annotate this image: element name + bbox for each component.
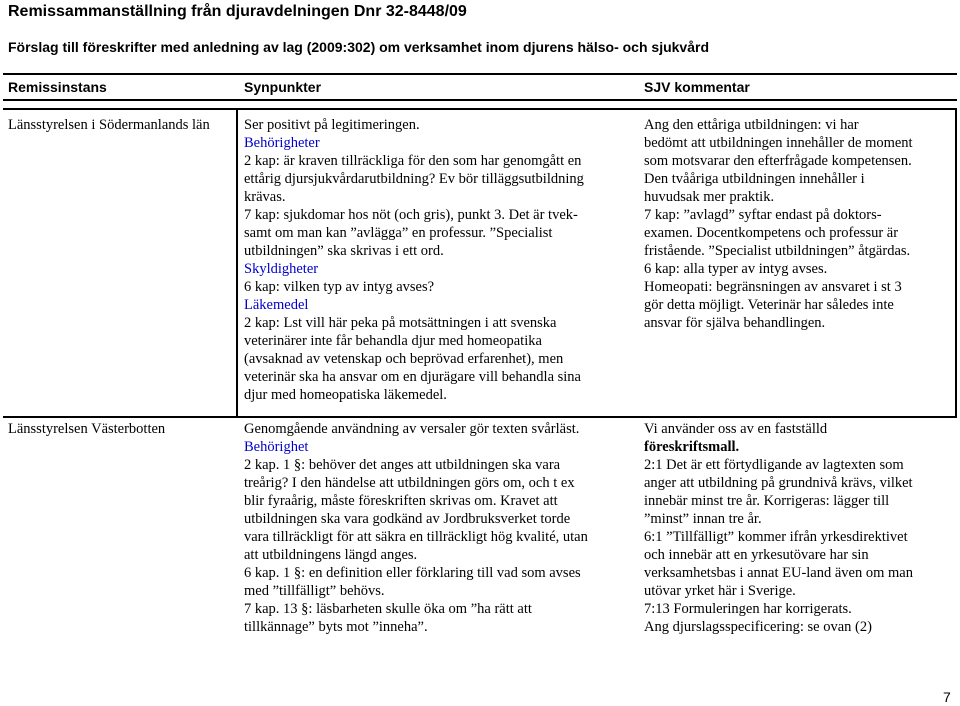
text-line: innebär minst tre år. Korrigeras: lägger till — [644, 493, 890, 509]
text-line: ansvar för själva behandlingen. — [644, 315, 826, 331]
text-line: fristående. ”Specialist utbildningen” åtgärdas. — [644, 243, 911, 259]
text-line: veterinärer inte får behandla djur med homeopatika — [244, 333, 542, 349]
column-header-remissinstans: Remissinstans — [8, 79, 107, 95]
text-line: 6 kap: alla typer av intyg avses. — [644, 261, 828, 277]
row-separator — [3, 416, 957, 418]
text-line: Vi använder oss av en fastställd — [644, 421, 828, 437]
text-line: Ser positivt på legitimeringen. — [244, 117, 420, 133]
document-title: Remissammanställning från djuravdelningen Dnr 32-8448/09 — [8, 3, 467, 20]
text-line: krävas. — [244, 189, 286, 205]
column-header-synpunkter: Synpunkter — [244, 79, 322, 95]
text-line: 2:1 Det är ett förtydligande av lagtexten som — [644, 457, 904, 473]
text-line: utövar yrket här i Sverige. — [644, 583, 796, 599]
text-line: Den tvååriga utbildningen innehåller i — [644, 171, 865, 187]
text-line: att utbildningens längd anges. — [244, 547, 418, 563]
page-number: 7 — [943, 689, 951, 705]
text-line: huvudsak mer praktik. — [644, 189, 775, 205]
text-line: 6:1 ”Tillfälligt” kommer ifrån yrkesdirektivet — [644, 529, 908, 545]
text-line: 7 kap. 13 §: läsbarheten skulle öka om ”ha rätt att — [244, 601, 532, 617]
text-line: tillkännage” byts mot ”inneha”. — [244, 619, 428, 635]
text-line: examen. Docentkompetens och professur är — [644, 225, 899, 241]
text-line: som motsvarar den efterfrågade kompetensen. — [644, 153, 912, 169]
text-line: med ”tillfälligt” behövs. — [244, 583, 385, 599]
row1-synpunkter — [244, 116, 584, 404]
text-line: ettårig djursjukvårdarutbildning? Ev bör tilläggsutbildning — [244, 171, 584, 187]
text-line: 6 kap: vilken typ av intyg avses? — [244, 279, 435, 295]
text-line: (avsaknad av vetenskap och beprövad erfarenhet), men — [244, 351, 564, 367]
text-line: 7 kap: sjukdomar hos nöt (och gris), punkt 3. Det är tvek- — [244, 207, 578, 223]
text-line: blir fyraårig, måste föreskriften skrivas om. Kravet att — [244, 493, 558, 509]
text-line: vara tillräckligt för att säkra en tillräckligt hög kvalité, utan — [244, 529, 588, 545]
text-line: Ang den ettåriga utbildningen: vi har — [644, 117, 859, 133]
text-line: och innebär att en yrkesutövare har sin — [644, 547, 869, 563]
header-bottom-rule — [3, 99, 957, 101]
text-line: treårig? I den händelse att utbildningen görs om, och t ex — [244, 475, 575, 491]
text-line: Genomgående användning av versaler gör texten svårläst. — [244, 421, 580, 437]
text-line: 6 kap. 1 §: en definition eller förklaring till vad som avses — [244, 565, 581, 581]
text-line: 2 kap. 1 §: behöver det anges att utbildningen ska vara — [244, 457, 561, 473]
text-line: verksamhetsbas i annat EU-land även om man — [644, 565, 913, 581]
right-border — [955, 108, 957, 416]
text-line: veterinär ska ha ansvar om en djurägare vill behandla sina — [244, 369, 581, 385]
text-line: 7 kap: ”avlagd” syftar endast på doktors- — [644, 207, 882, 223]
row2-synpunkter — [244, 420, 588, 636]
column-divider-1 — [236, 108, 238, 416]
row2-kommentar — [644, 420, 913, 636]
row1-top-rule — [3, 108, 957, 110]
text-line: bedömt att utbildningen innehåller de moment — [644, 135, 913, 151]
text-line: Ang djurslagsspecificering: se ovan (2) — [644, 619, 872, 635]
text-line: föreskriftsmall. — [644, 439, 740, 455]
section-heading: Behörighet — [244, 439, 309, 455]
document-subtitle: Förslag till föreskrifter med anledning av lag (2009:302) om verksamhet inom djurens hälso- och sjukvård — [8, 39, 709, 55]
text-line: 7:13 Formuleringen har korrigerats. — [644, 601, 852, 617]
text-line: gör detta möjligt. Veterinär har således inte — [644, 297, 894, 313]
text-line: samt om man kan ”avlägga” en professur. ”Specialist — [244, 225, 553, 241]
text-line: utbildningen ska vara godkänd av Jordbruksverket torde — [244, 511, 571, 527]
row1-kommentar — [644, 116, 913, 332]
column-header-sjv-kommentar: SJV kommentar — [644, 79, 750, 95]
text-line: anger att utbildning på grundnivå krävs, vilket — [644, 475, 913, 491]
section-heading: Skyldigheter — [244, 261, 319, 277]
text-line: 2 kap: är kraven tillräckliga för den som har genomgått en — [244, 153, 582, 169]
text-line: Homeopati: begränsningen av ansvaret i st 3 — [644, 279, 902, 295]
section-heading: Behörigheter — [244, 135, 320, 151]
text-line: utbildningen” ska skrivas i ett ord. — [244, 243, 444, 259]
table-top-rule — [3, 73, 957, 75]
text-line: ”minst” innan tre år. — [644, 511, 762, 527]
row2-instance: Länsstyrelsen Västerbotten — [8, 421, 166, 437]
row1-instance: Länsstyrelsen i Södermanlands län — [8, 117, 210, 133]
section-heading: Läkemedel — [244, 297, 309, 313]
text-line: djur med homeopatiska läkemedel. — [244, 387, 447, 403]
text-line: 2 kap: Lst vill här peka på motsättningen i att svenska — [244, 315, 557, 331]
